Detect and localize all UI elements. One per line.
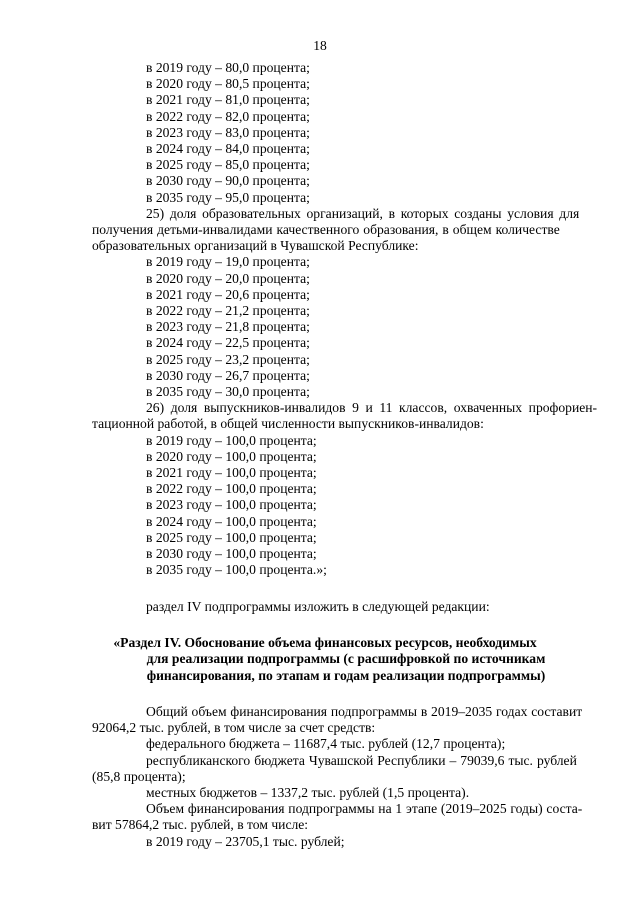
list-item: в 2019 году – 100,0 процента; [146, 432, 317, 448]
indicator-26-line: 26) доля выпускников-инвалидов 9 и 11 классов, охваченных профориен- [146, 400, 598, 416]
indicator-25-line: 25) доля образовательных организаций, в которых созданы условия для [146, 205, 580, 221]
list-item: в 2025 году – 23,2 процента; [146, 351, 310, 367]
section-heading-line: для реализации подпрограммы (с расшифровкой по источникам [146, 651, 546, 667]
indicator-26-line: тационной работой, в общей численности выпускников-инвалидов: [92, 416, 484, 432]
section-heading-line: «Раздел IV. Обоснование объема финансовых ресурсов, необходимых [113, 634, 537, 650]
list-item: в 2023 году – 83,0 процента; [146, 124, 310, 140]
financing-paragraphs [92, 704, 594, 850]
list-item: в 2019 году – 19,0 процента; [146, 254, 310, 270]
list-item: в 2035 году – 30,0 процента; [146, 384, 310, 400]
indicator-25-line: образовательных организаций в Чувашской Республике: [92, 238, 419, 254]
list-item: в 2030 году – 26,7 процента; [146, 367, 310, 383]
section-heading-line: финансирования, по этапам и годам реализации подпрограммы) [146, 667, 546, 683]
page-number: 18 [313, 38, 327, 53]
paragraph-line: федерального бюджета – 11687,4 тыс. рублей (12,7 процента); [146, 736, 506, 752]
indicator-26 [92, 400, 598, 432]
paragraph-line: местных бюджетов – 1337,2 тыс. рублей (1,5 процента). [146, 784, 470, 800]
paragraph-line: Объем финансирования подпрограммы на 1 этапе (2019–2025 годы) соста- [146, 801, 583, 817]
list-item: в 2021 году – 100,0 процента; [146, 465, 317, 481]
indicator-25 [92, 206, 594, 255]
list-item: в 2023 году – 21,8 процента; [146, 319, 310, 335]
indicator-25-line: получения детьми-инвалидами качественного образования, в общем количестве [92, 222, 560, 238]
list-item: в 2019 году – 80,0 процента; [146, 60, 310, 75]
list-item: в 2022 году – 21,2 процента; [146, 303, 310, 319]
list-item: в 2025 году – 100,0 процента; [146, 529, 317, 545]
paragraph-line: (85,8 процента); [92, 768, 186, 784]
list-item: в 2030 году – 90,0 процента; [146, 173, 310, 189]
list-item: в 2023 году – 100,0 процента; [146, 497, 317, 513]
list-item: в 2024 году – 100,0 процента; [146, 513, 317, 529]
list-item: в 2035 году – 100,0 процента.»; [146, 562, 327, 578]
section-intro: раздел IV подпрограммы изложить в следующей редакции: [146, 598, 490, 614]
list-item: в 2021 году – 81,0 процента; [146, 92, 310, 108]
list-item: в 2030 году – 100,0 процента; [146, 546, 317, 562]
target-values-list-b [92, 254, 594, 400]
list-item: в 2035 году – 95,0 процента; [146, 189, 310, 205]
paragraph-line: 92064,2 тыс. рублей, в том числе за счет средств: [92, 720, 376, 736]
list-item: в 2021 году – 20,6 процента; [146, 286, 310, 302]
target-values-list-a [92, 60, 594, 206]
section-heading [92, 635, 594, 684]
list-item: в 2024 году – 22,5 процента; [146, 335, 310, 351]
document-body [92, 60, 598, 850]
list-item: в 2020 году – 20,0 процента; [146, 270, 310, 286]
paragraph-line: в 2019 году – 23705,1 тыс. рублей; [146, 833, 345, 849]
list-item: в 2020 году – 80,5 процента; [146, 76, 310, 92]
list-item: в 2022 году – 82,0 процента; [146, 108, 310, 124]
list-item: в 2020 году – 100,0 процента; [146, 448, 317, 464]
list-item: в 2022 году – 100,0 процента; [146, 481, 317, 497]
paragraph-line: вит 57864,2 тыс. рублей, в том числе: [92, 817, 309, 833]
list-item: в 2024 году – 84,0 процента; [146, 141, 310, 157]
target-values-list-c [92, 433, 594, 579]
paragraph-line: республиканского бюджета Чувашской Республики – 79039,6 тыс. рублей [146, 752, 577, 768]
paragraph-line: Общий объем финансирования подпрограммы в 2019–2035 годах составит [146, 703, 583, 719]
list-item: в 2025 году – 85,0 процента; [146, 157, 310, 173]
